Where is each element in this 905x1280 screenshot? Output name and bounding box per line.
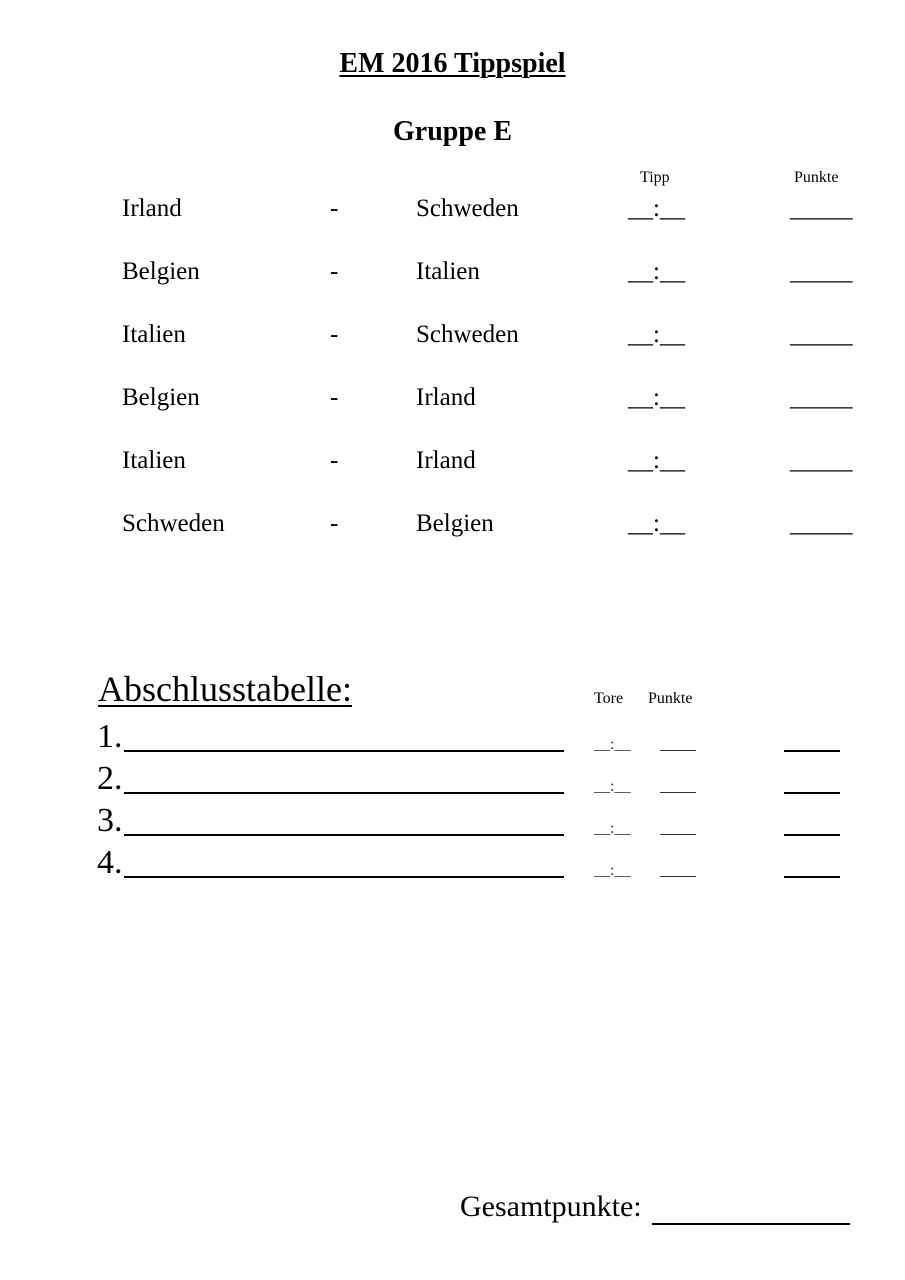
final-punkte-column-header: Punkte [648,690,693,707]
match-separator: - [330,384,339,411]
home-team: Italien [122,321,186,348]
punkte-field[interactable]: _____ [790,447,853,474]
match-separator: - [330,510,339,537]
team-name-line[interactable] [124,876,564,878]
away-team: Irland [416,447,476,474]
punkte-line[interactable] [660,792,696,793]
tipp-field[interactable]: __:__ [628,321,685,348]
group-title: Gruppe E [392,116,513,147]
rank-number: 2. [97,760,123,797]
match-row [0,321,905,361]
tipp-field[interactable]: __:__ [628,510,685,537]
table-row [0,760,905,802]
match-separator: - [330,258,339,285]
home-team: Belgien [122,258,200,285]
tore-field[interactable]: __:__ [594,820,631,837]
team-name-line[interactable] [124,834,564,836]
tore-column-header: Tore [594,690,624,707]
score-line[interactable] [784,792,840,794]
match-separator: - [330,195,339,222]
score-line[interactable] [784,876,840,878]
home-team: Italien [122,447,186,474]
tore-field[interactable]: __:__ [594,862,631,879]
punkte-line[interactable] [660,834,696,835]
page-title: EM 2016 Tippspiel [339,48,566,79]
match-row [0,447,905,487]
punkte-field[interactable]: _____ [790,384,853,411]
tipp-field[interactable]: __:__ [628,447,685,474]
match-row [0,258,905,298]
tore-field[interactable]: __:__ [594,778,631,795]
rank-number: 1. [97,718,123,755]
total-points-label: Gesamtpunkte: [460,1190,642,1223]
table-row [0,718,905,760]
score-line[interactable] [784,834,840,836]
home-team: Belgien [122,384,200,411]
team-name-line[interactable] [124,792,564,794]
match-row [0,195,905,235]
punkte-field[interactable]: _____ [790,510,853,537]
tipp-column-header: Tipp [640,169,670,186]
punkte-column-header: Punkte [794,169,839,186]
final-table-title: Abschlusstabelle: [98,669,352,709]
punkte-line[interactable] [660,876,696,877]
punkte-field[interactable]: _____ [790,195,853,222]
tipp-field[interactable]: __:__ [628,258,685,285]
away-team: Schweden [416,321,519,348]
match-row [0,510,905,550]
punkte-field[interactable]: _____ [790,321,853,348]
home-team: Schweden [122,510,225,537]
away-team: Italien [416,258,480,285]
match-row [0,384,905,424]
punkte-field[interactable]: _____ [790,258,853,285]
punkte-line[interactable] [660,750,696,751]
table-row [0,802,905,844]
away-team: Irland [416,384,476,411]
away-team: Belgien [416,510,494,537]
tore-field[interactable]: __:__ [594,736,631,753]
home-team: Irland [122,195,182,222]
rank-number: 4. [97,844,123,881]
match-separator: - [330,321,339,348]
score-line[interactable] [784,750,840,752]
rank-number: 3. [97,802,123,839]
total-points-line[interactable] [652,1223,850,1225]
match-separator: - [330,447,339,474]
tipp-field[interactable]: __:__ [628,195,685,222]
table-row [0,844,905,886]
away-team: Schweden [416,195,519,222]
team-name-line[interactable] [124,750,564,752]
tipp-field[interactable]: __:__ [628,384,685,411]
